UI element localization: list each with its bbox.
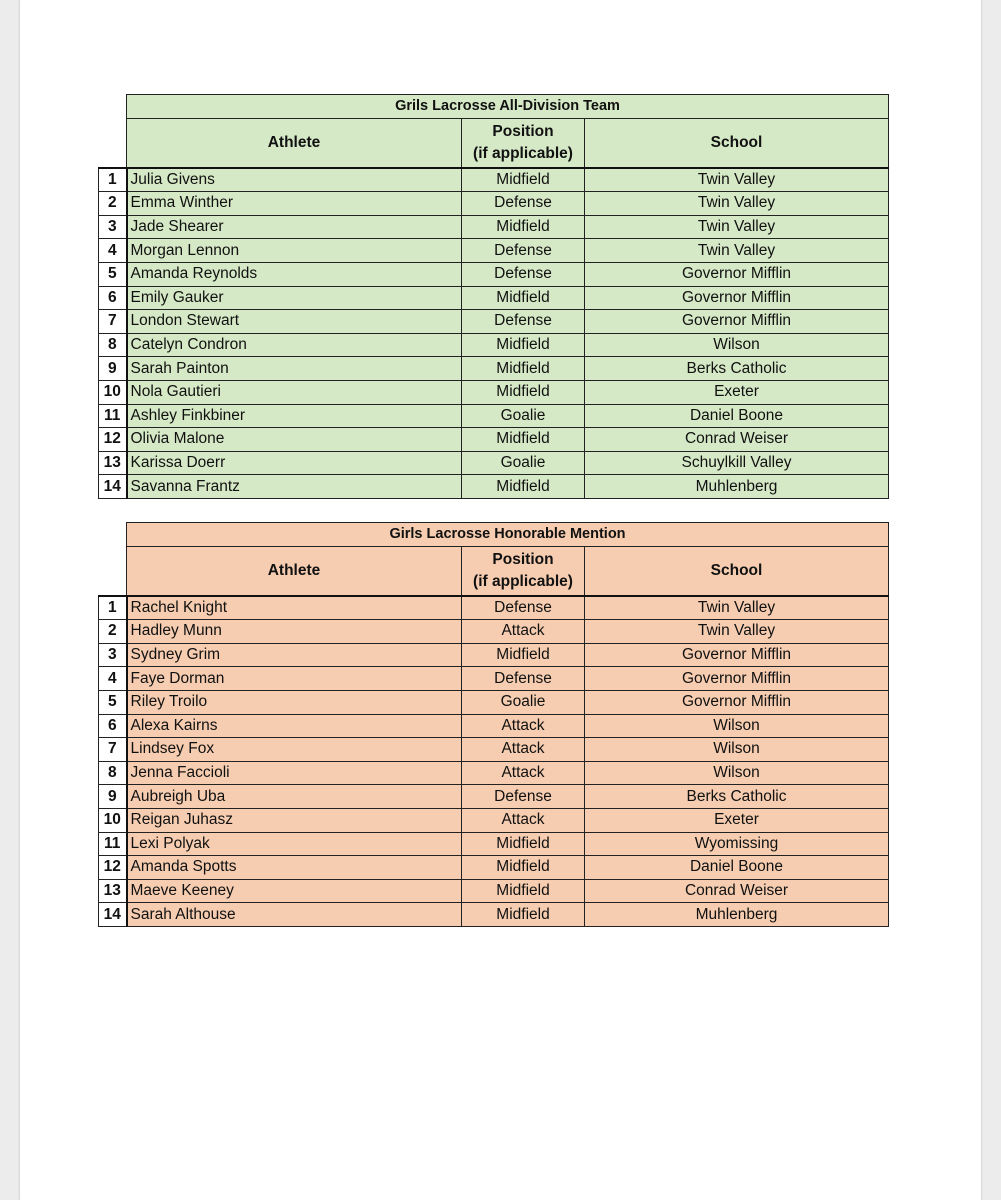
- school-cell: Muhlenberg: [585, 903, 889, 927]
- school-cell: Daniel Boone: [585, 856, 889, 880]
- athlete-header: Athlete: [127, 546, 462, 596]
- school-cell: Twin Valley: [585, 620, 889, 644]
- table-row: [99, 832, 889, 856]
- table-row: [99, 333, 889, 357]
- row-number: 5: [99, 690, 127, 714]
- position-cell: Midfield: [462, 832, 585, 856]
- row-number: 3: [99, 643, 127, 667]
- school-cell: Governor Mifflin: [585, 286, 889, 310]
- position-header-line2: (if applicable): [473, 572, 573, 590]
- row-number: 3: [99, 215, 127, 239]
- position-cell: Midfield: [462, 380, 585, 404]
- position-cell: Attack: [462, 714, 585, 738]
- school-cell: Schuylkill Valley: [585, 451, 889, 475]
- school-cell: Twin Valley: [585, 239, 889, 263]
- position-cell: Midfield: [462, 879, 585, 903]
- table-row: [99, 856, 889, 880]
- school-cell: Daniel Boone: [585, 404, 889, 428]
- school-cell: Berks Catholic: [585, 785, 889, 809]
- position-cell: Midfield: [462, 643, 585, 667]
- position-header-line1: Position: [492, 550, 554, 568]
- row-number: 13: [99, 879, 127, 903]
- row-number: 6: [99, 286, 127, 310]
- athlete-cell: Emma Winther: [127, 192, 462, 216]
- table-title-row: [99, 95, 889, 119]
- position-cell: Midfield: [462, 333, 585, 357]
- athlete-cell: Catelyn Condron: [127, 333, 462, 357]
- position-cell: Midfield: [462, 856, 585, 880]
- school-cell: Twin Valley: [585, 192, 889, 216]
- table-row: [99, 879, 889, 903]
- table-row: [99, 451, 889, 475]
- athlete-cell: Amanda Spotts: [127, 856, 462, 880]
- athlete-cell: Morgan Lennon: [127, 239, 462, 263]
- athlete-cell: Olivia Malone: [127, 428, 462, 452]
- school-cell: Wilson: [585, 714, 889, 738]
- table-row: [99, 808, 889, 832]
- position-cell: Attack: [462, 738, 585, 762]
- row-number: 8: [99, 761, 127, 785]
- row-number: 2: [99, 620, 127, 644]
- table-row: [99, 168, 889, 192]
- row-number: 6: [99, 714, 127, 738]
- table-row: [99, 667, 889, 691]
- table-row: [99, 690, 889, 714]
- school-header: School: [585, 118, 889, 168]
- position-cell: Defense: [462, 310, 585, 334]
- position-cell: Defense: [462, 192, 585, 216]
- athlete-cell: Alexa Kairns: [127, 714, 462, 738]
- header-row: [99, 546, 889, 596]
- position-header: [462, 118, 585, 168]
- table-row: [99, 239, 889, 263]
- position-cell: Defense: [462, 262, 585, 286]
- school-cell: Exeter: [585, 380, 889, 404]
- table-title: Girls Lacrosse Honorable Mention: [127, 523, 889, 547]
- row-number: 2: [99, 192, 127, 216]
- row-number: 11: [99, 404, 127, 428]
- school-cell: Governor Mifflin: [585, 262, 889, 286]
- athlete-cell: Jade Shearer: [127, 215, 462, 239]
- table-row: [99, 286, 889, 310]
- school-cell: Twin Valley: [585, 168, 889, 192]
- athlete-header: Athlete: [127, 118, 462, 168]
- document-page: [20, 0, 981, 1200]
- row-number: 8: [99, 333, 127, 357]
- athlete-cell: Lindsey Fox: [127, 738, 462, 762]
- row-number: 7: [99, 310, 127, 334]
- row-number: 12: [99, 428, 127, 452]
- row-number: 11: [99, 832, 127, 856]
- row-number: 10: [99, 380, 127, 404]
- position-cell: Midfield: [462, 286, 585, 310]
- honorable-mention-table: [98, 522, 889, 927]
- header-row: [99, 118, 889, 168]
- school-cell: Governor Mifflin: [585, 643, 889, 667]
- school-cell: Wilson: [585, 333, 889, 357]
- position-cell: Goalie: [462, 451, 585, 475]
- school-cell: Conrad Weiser: [585, 879, 889, 903]
- position-cell: Midfield: [462, 215, 585, 239]
- athlete-cell: Sydney Grim: [127, 643, 462, 667]
- table-row: [99, 262, 889, 286]
- position-cell: Midfield: [462, 475, 585, 499]
- school-cell: Wilson: [585, 761, 889, 785]
- row-number: 1: [99, 168, 127, 192]
- table-row: [99, 215, 889, 239]
- table-title-row: [99, 523, 889, 547]
- table-row: [99, 785, 889, 809]
- athlete-cell: Karissa Doerr: [127, 451, 462, 475]
- school-cell: Governor Mifflin: [585, 667, 889, 691]
- row-number: 14: [99, 475, 127, 499]
- athlete-cell: Hadley Munn: [127, 620, 462, 644]
- school-cell: Wilson: [585, 738, 889, 762]
- school-cell: Wyomissing: [585, 832, 889, 856]
- row-number: 12: [99, 856, 127, 880]
- table-row: [99, 643, 889, 667]
- table-row: [99, 761, 889, 785]
- position-cell: Attack: [462, 620, 585, 644]
- athlete-cell: Jenna Faccioli: [127, 761, 462, 785]
- school-cell: Exeter: [585, 808, 889, 832]
- position-header-line1: Position: [492, 122, 554, 140]
- athlete-cell: Aubreigh Uba: [127, 785, 462, 809]
- athlete-cell: Emily Gauker: [127, 286, 462, 310]
- school-cell: Muhlenberg: [585, 475, 889, 499]
- all-division-table: [98, 94, 889, 499]
- position-cell: Midfield: [462, 903, 585, 927]
- table-row: [99, 404, 889, 428]
- row-number: 13: [99, 451, 127, 475]
- position-cell: Defense: [462, 667, 585, 691]
- position-cell: Defense: [462, 239, 585, 263]
- athlete-cell: Riley Troilo: [127, 690, 462, 714]
- athlete-cell: Sarah Althouse: [127, 903, 462, 927]
- row-number: 5: [99, 262, 127, 286]
- table-row: [99, 192, 889, 216]
- row-number: 4: [99, 239, 127, 263]
- athlete-cell: Julia Givens: [127, 168, 462, 192]
- table-row: [99, 714, 889, 738]
- position-header-line2: (if applicable): [473, 144, 573, 162]
- row-number: 10: [99, 808, 127, 832]
- school-cell: Governor Mifflin: [585, 690, 889, 714]
- position-header: [462, 546, 585, 596]
- athlete-cell: Lexi Polyak: [127, 832, 462, 856]
- table-row: [99, 738, 889, 762]
- position-cell: Defense: [462, 596, 585, 620]
- row-number: 1: [99, 596, 127, 620]
- athlete-cell: Rachel Knight: [127, 596, 462, 620]
- athlete-cell: London Stewart: [127, 310, 462, 334]
- athlete-cell: Amanda Reynolds: [127, 262, 462, 286]
- table-row: [99, 428, 889, 452]
- row-number: 9: [99, 785, 127, 809]
- position-cell: Midfield: [462, 168, 585, 192]
- table-row: [99, 903, 889, 927]
- athlete-cell: Maeve Keeney: [127, 879, 462, 903]
- position-cell: Midfield: [462, 357, 585, 381]
- athlete-cell: Savanna Frantz: [127, 475, 462, 499]
- row-number: 9: [99, 357, 127, 381]
- position-cell: Goalie: [462, 404, 585, 428]
- athlete-cell: Ashley Finkbiner: [127, 404, 462, 428]
- table-row: [99, 620, 889, 644]
- school-cell: Twin Valley: [585, 596, 889, 620]
- school-cell: Twin Valley: [585, 215, 889, 239]
- row-number: 4: [99, 667, 127, 691]
- table-title: Grils Lacrosse All-Division Team: [127, 95, 889, 119]
- row-number: 7: [99, 738, 127, 762]
- table-row: [99, 380, 889, 404]
- table-row: [99, 596, 889, 620]
- position-cell: Defense: [462, 785, 585, 809]
- table-row: [99, 310, 889, 334]
- athlete-cell: Faye Dorman: [127, 667, 462, 691]
- table-row: [99, 475, 889, 499]
- school-cell: Berks Catholic: [585, 357, 889, 381]
- position-cell: Goalie: [462, 690, 585, 714]
- row-number: 14: [99, 903, 127, 927]
- athlete-cell: Reigan Juhasz: [127, 808, 462, 832]
- athlete-cell: Nola Gautieri: [127, 380, 462, 404]
- position-cell: Attack: [462, 808, 585, 832]
- school-cell: Conrad Weiser: [585, 428, 889, 452]
- position-cell: Midfield: [462, 428, 585, 452]
- school-cell: Governor Mifflin: [585, 310, 889, 334]
- school-header: School: [585, 546, 889, 596]
- athlete-cell: Sarah Painton: [127, 357, 462, 381]
- position-cell: Attack: [462, 761, 585, 785]
- table-row: [99, 357, 889, 381]
